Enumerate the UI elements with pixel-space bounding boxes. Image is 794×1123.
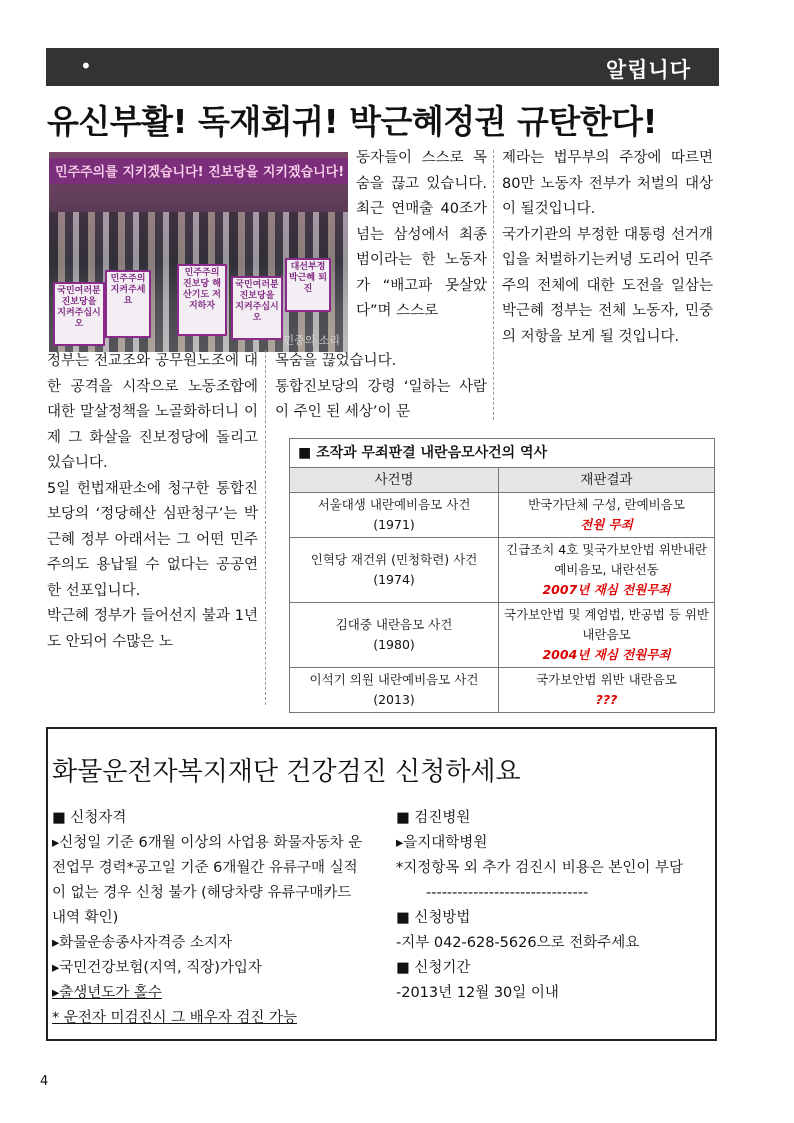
case-year: (1980) (373, 637, 415, 652)
case-result: 긴급조치 4호 및국가보안법 위반내란예비음모, 내란선동 (506, 542, 707, 577)
article-paragraph: 동자들이 스스로 목숨을 끊고 있습니다. 최근 연매출 40조가 넘는 삼성에서 최종범이라는 한 노동자가 “배고파 못살았다”며 스스로 (356, 150, 487, 319)
case-verdict: 전원 무죄 (580, 517, 633, 532)
table-row (290, 668, 715, 713)
article-column-left (47, 349, 258, 655)
table-header: 재판결과 (499, 468, 715, 493)
hospital-item: ▸을지대학병원 (396, 835, 488, 851)
table-title: ■ 조작과 무죄판결 내란음모사건의 역사 (290, 439, 715, 468)
case-year: (1974) (373, 572, 415, 587)
photo-sign: 국민여러분 진보당을 지켜주십시오 (53, 282, 105, 346)
hospital-item: *지정항목 외 추가 검진시 비용은 본인이 부담 (396, 860, 684, 876)
case-name: 서울대생 내란예비음모 사건 (317, 497, 471, 512)
photo-sign: 민주주의 진보당 해산기도 저지하자 (177, 264, 227, 336)
table-row (290, 603, 715, 668)
article-paragraph: 박근혜 정부가 들어선지 불과 1년도 안되어 수많은 노 (47, 608, 258, 650)
article-paragraph: 목숨을 끊었습니다. (275, 353, 397, 369)
banner-bullet: • (80, 54, 92, 78)
article-paragraph: 5일 헌법재판소에 청구한 통합진보당의 ‘정당해산 심판청구’는 박근혜 정부 아래서는 그 어떤 민주주의도 용납될 수 없다는 공공연한 선포입니다. (47, 480, 258, 599)
case-verdict: ??? (595, 692, 618, 707)
page-number: 4 (40, 1074, 49, 1089)
hospital-section (396, 806, 712, 1006)
case-result: 국가보안법 및 계엄법, 반공법 등 위반내란음모 (504, 607, 709, 642)
article-column-mid (356, 146, 487, 325)
case-name: 인혁당 재건위 (민청학련) 사건 (310, 552, 478, 567)
hospital-heading: ■ 검진병원 (396, 810, 471, 826)
eligibility-item: ▸신청일 기준 6개월 이상의 사업용 화물자동차 운전업무 경력*공고일 기준 6개월간 유류구매 실적이 없는 경우 신청 불가 (해당차량 유류구매카드 내역 확인) (52, 835, 363, 926)
eligibility-item: ▸국민건강보험(지역, 직장)가입자 (52, 960, 262, 976)
eligibility-section (52, 806, 364, 1031)
banner-label: 알립니다 (605, 58, 691, 82)
article-paragraph: 정부는 전교조와 공무원노조에 대한 공격을 시작으로 노동조합에 대한 말살정책을 노골화하더니 이제 그 화살을 진보정당에 돌리고 있습니다. (47, 353, 258, 471)
period-text: -2013년 12월 30일 이내 (396, 985, 559, 1001)
table-row (290, 493, 715, 538)
eligibility-item: * 운전자 미검진시 그 배우자 검진 가능 (52, 1010, 298, 1026)
section-banner (46, 48, 719, 86)
photo-caption: 민중의 소리 (283, 334, 340, 347)
apply-text: -지부 042-628-5626으로 전화주세요 (396, 935, 640, 951)
eligibility-heading: ■ 신청자격 (52, 810, 127, 826)
column-divider (265, 350, 266, 705)
table-row (290, 538, 715, 603)
eligibility-item: ▸화물운송종사자격증 소지자 (52, 935, 232, 951)
photo-banner-text: 민주주의를 지키겠습니다! 진보당을 지키겠습니다! (55, 165, 345, 180)
photo-sign: 민주주의 지켜주세요 (105, 270, 151, 338)
case-result: 국가보안법 위반 내란음모 (536, 672, 677, 687)
article-paragraph: 제라는 법무부의 주장에 따르면 80만 노동자 전부가 처벌의 대상이 될것입니다. (502, 150, 713, 217)
case-result: 반국가단체 구성, 란예비음모 (528, 497, 685, 512)
headline: 유신부활! 독재회귀! 박근혜정권 규탄한다! (47, 102, 658, 141)
case-verdict: 2007년 재심 전원무죄 (542, 582, 671, 597)
apply-heading: ■ 신청방법 (396, 910, 471, 926)
column-divider (493, 150, 494, 420)
case-name: 이석기 의원 내란예비음모 사건 (309, 672, 479, 687)
photo-sign: 대선부정 박근혜 퇴진 (285, 258, 331, 312)
section-divider: ------------------------------- (426, 885, 589, 901)
article-paragraph: 국가기관의 부정한 대통령 선거개입을 처벌하기는커녕 도리어 민주주의 전체에 대한 도전을 일삼는 박근혜 정부는 전체 노동자, 민중의 저항을 보게 될 것입니다. (502, 226, 713, 345)
article-column-right (502, 146, 713, 350)
protest-photo (49, 152, 348, 352)
case-year: (1971) (373, 517, 415, 532)
history-table (289, 438, 715, 713)
case-name: 김대중 내란음모 사건 (335, 617, 453, 632)
case-verdict: 2004년 재심 전원무죄 (542, 647, 671, 662)
article-paragraph: 통합진보당의 강령 ‘일하는 사람이 주인 된 세상’이 문 (275, 378, 487, 420)
article-column-mid-lower (275, 349, 487, 426)
photo-sign: 국민여러분 진보당을 지켜주십시오 (231, 276, 283, 340)
eligibility-item: ▸출생년도가 홀수 (52, 985, 162, 1001)
period-heading: ■ 신청기간 (396, 960, 471, 976)
notice-title: 화물운전자복지재단 건강검진 신청하세요 (52, 757, 521, 787)
table-header: 사건명 (290, 468, 499, 493)
case-year: (2013) (373, 692, 415, 707)
